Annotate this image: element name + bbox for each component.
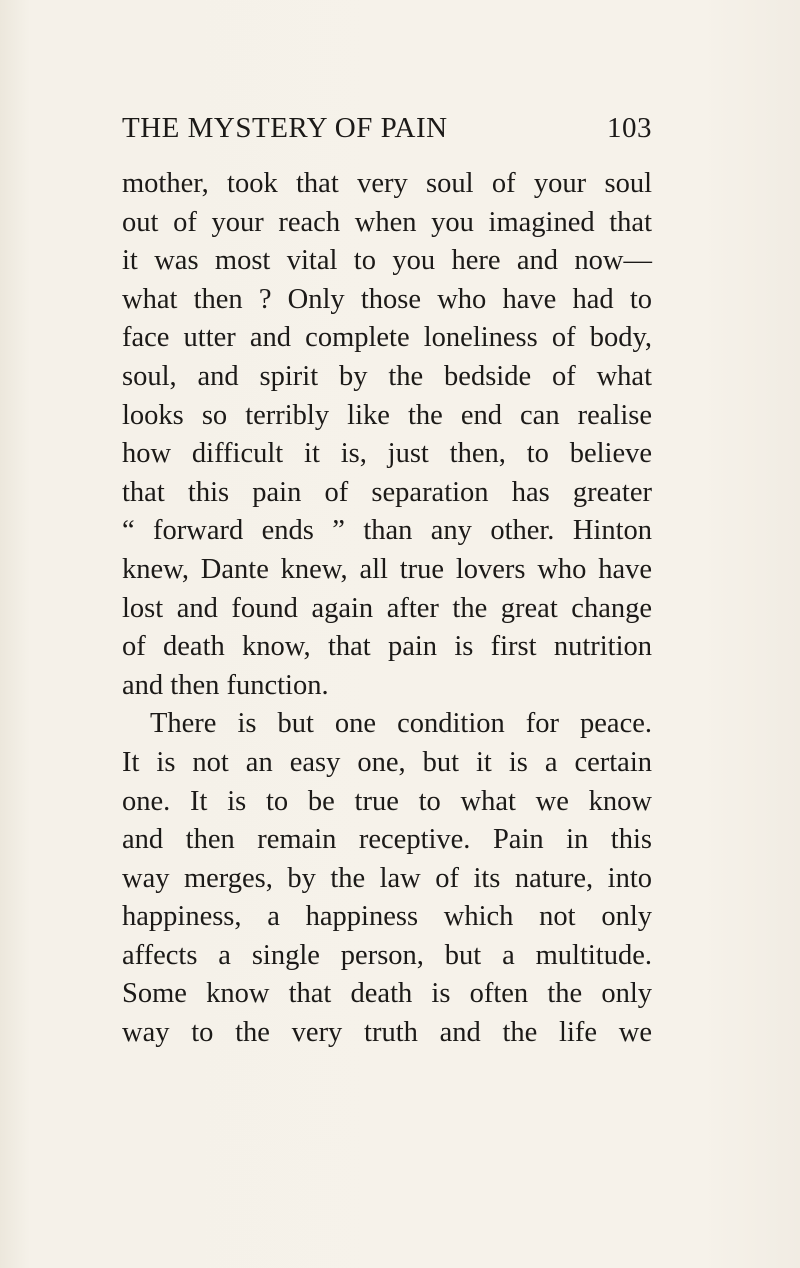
text-line: face utter and complete loneliness of body, <box>122 322 652 354</box>
running-title: THE MYSTERY OF PAIN <box>122 112 448 144</box>
text-line: It is not an easy one, but it is a certain <box>122 746 652 778</box>
text-line: lost and found again after the great change <box>122 592 652 624</box>
text-line: how difficult it is, just then, to believe <box>122 438 652 470</box>
text-line: way merges, by the law of its nature, into <box>122 862 652 894</box>
text-line: it was most vital to you here and now— <box>122 245 652 277</box>
text-line: and then function. <box>122 669 329 701</box>
text-line: “ forward ends ” than any other. Hinton <box>122 515 652 547</box>
text-line: happiness, a happiness which not only <box>122 901 652 933</box>
text-line: mother, took that very soul of your soul <box>122 168 652 199</box>
text-line: of death know, that pain is first nutrition <box>122 631 652 663</box>
body-text <box>122 165 652 1053</box>
text-line: knew, Dante knew, all true lovers who have <box>122 553 652 585</box>
paragraph-start-line: There is but one condition for peace. <box>150 708 652 740</box>
text-line: one. It is to be true to what we know <box>122 785 652 817</box>
text-line: soul, and spirit by the bedside of what <box>122 360 652 392</box>
text-line: affects a single person, but a multitude. <box>122 939 652 971</box>
text-line: and then remain receptive. Pain in this <box>122 824 652 856</box>
text-line: what then ? Only those who have had to <box>122 283 652 315</box>
text-line: out of your reach when you imagined that <box>122 206 652 238</box>
running-head <box>122 112 652 152</box>
page-number: 103 <box>607 112 652 144</box>
text-line: looks so terribly like the end can realise <box>122 399 652 431</box>
text-line: that this pain of separation has greater <box>122 476 652 508</box>
text-line: way to the very truth and the life we <box>122 1017 652 1049</box>
text-line: Some know that death is often the only <box>122 978 652 1010</box>
